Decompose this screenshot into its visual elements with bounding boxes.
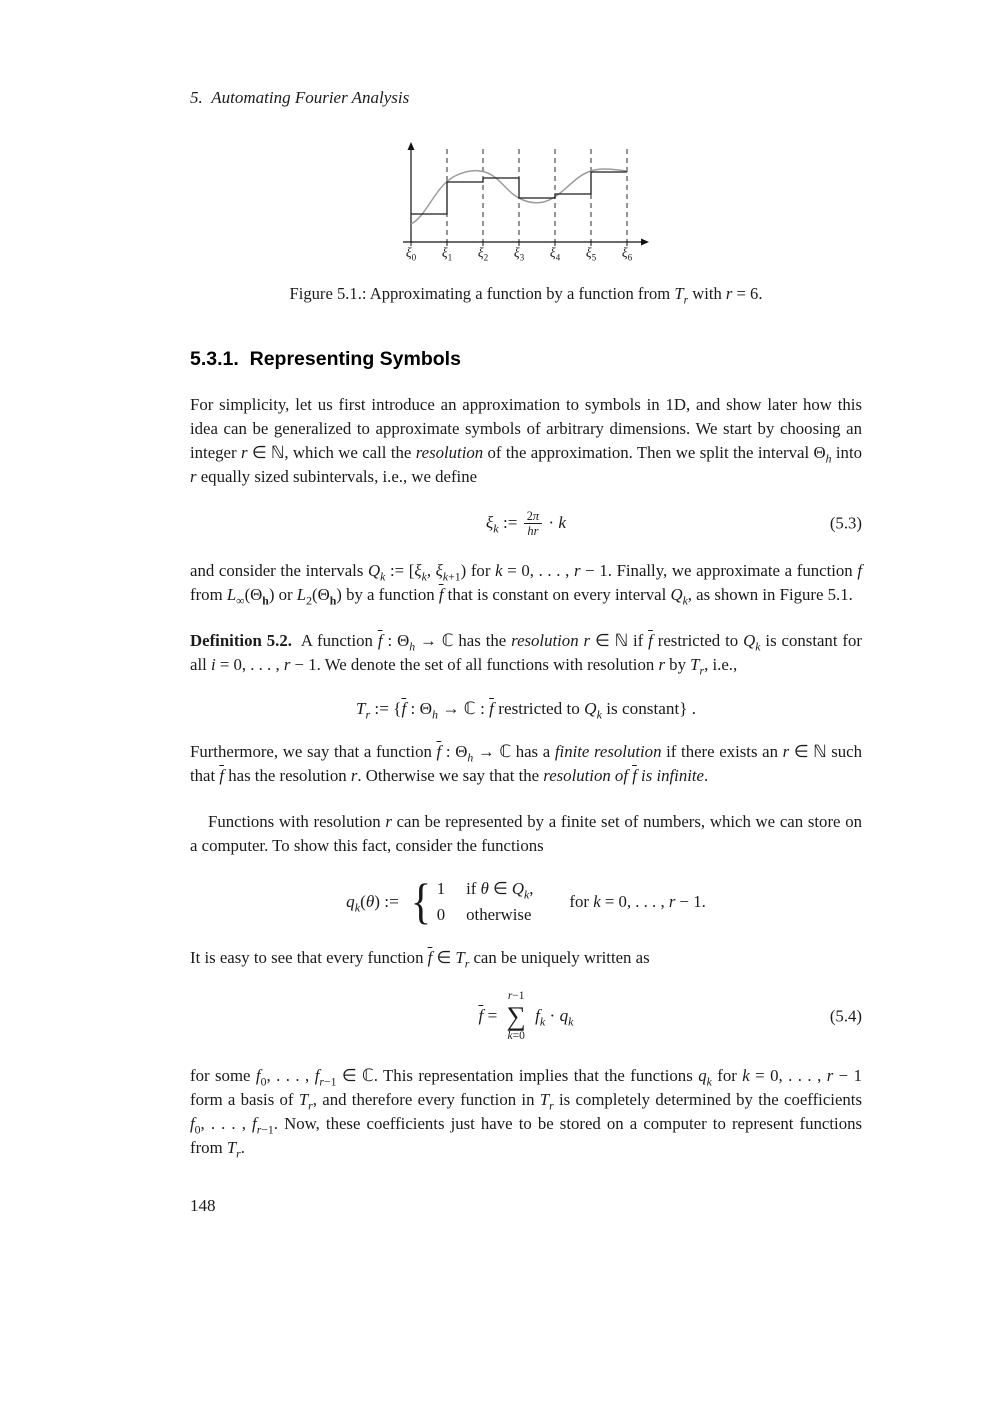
running-head: 5. Automating Fourier Analysis: [190, 88, 410, 107]
paragraph-intervals: and consider the intervals $Q_k$ := [$\xi_k$, $\xi_{k+1}$) for k = 0, . . . , r − 1. Finally, we approximate a function f from $L_\infty(\Theta_h)$ or $L_2(\Theta_h)$ by a function $\overline{f}$ that is constant on every interval $Q_k$, as shown in Figure 5.1.: [190, 560, 863, 607]
equation-5-4-lhs: $\overline{f}$ =: [478, 1005, 498, 1025]
figure-plot: [401, 142, 651, 270]
equation-5-4: [190, 990, 862, 1043]
equation-5-3: [190, 509, 862, 538]
interval-dashed-lines: [447, 149, 627, 242]
equation-tr-body: $T_r$ := {$\overline{f}$ : $\Theta_h$ → ℂ : $\overline{f}$ restricted to $Q_k$ is constant} .: [355, 698, 697, 722]
cases-lhs: $q_k(\theta)$ :=: [346, 892, 399, 915]
paragraph-unique-representation: It is easy to see that every function $\overline{f}$ ∈ $T_r$ can be uniquely written as: [190, 948, 650, 971]
page-number: 148: [190, 1196, 216, 1215]
sum-upper-limit: r−1: [507, 990, 525, 1003]
x-axis-arrow: [641, 239, 649, 246]
cases-expression: [346, 873, 706, 930]
case-row-1: 1 if θ ∈ $Q_k$,: [436, 878, 534, 902]
equation-tr-definition: [190, 697, 862, 720]
paragraph-coefficients: for some $f_0$, . . . , $f_{r-1}$ ∈ ℂ. This representation implies that the functions $q_k$ for k = 0, . . . , r − 1 form a basis of $T_r$, and therefore every function in $T_r$ is completely determined by the coefficients $f_0$, . . . , $f_{r-1}$. Now, these coefficients just have to be stored on a computer to represent functions from $T_r$.: [190, 1065, 863, 1161]
cases-rows: [437, 878, 534, 926]
function-approximation-plot: [401, 142, 651, 254]
equation-qk-cases: [190, 873, 862, 930]
axes: [403, 147, 643, 242]
cases-condition: for k = 0, . . . , r − 1.: [569, 891, 706, 911]
left-brace-icon: {: [410, 873, 431, 930]
axis-tick-label-xi4: $\xi_4$: [549, 245, 561, 263]
equation-5-4-rhs: $f_k \cdot q_k$: [535, 1005, 574, 1029]
axis-tick-label-xi1: $\xi_1$: [441, 245, 453, 263]
definition-5-2: Definition 5.2. A function $\overline{f}$ : $\Theta_h$ → ℂ has the resolution r ∈ ℕ if $\overline{f}$ restricted to $Q_k$ is constant for all i = 0, . . . , r − 1. We denote the set of all functions with resolution r by $T_r$, i.e.,: [190, 630, 862, 677]
axis-tick-label-xi6: $\xi_6$: [621, 245, 633, 263]
figure-5-1: [190, 142, 862, 307]
figure-caption: Figure 5.1.: Approximating a function by a function from $T_r$ with r = 6.: [289, 284, 763, 307]
case-row-2: 0 otherwise: [436, 904, 532, 924]
axis-tick-label-xi5: $\xi_5$: [585, 245, 597, 263]
axis-tick-label-xi3: $\xi_3$: [513, 245, 525, 263]
equation-5-3-body: $\xi_k$ := $\frac{2\pi}{hr}$ · k: [485, 509, 567, 539]
sigma-icon: ∑: [506, 1001, 526, 1032]
paragraph-intro: For simplicity, let us first introduce an approximation to symbols in 1D, and show later how this idea can be generalized to approximate symbols of arbitrary dimensions. We start by choosing an integer r ∈ ℕ, which we call the resolution of the approximation. Then we split the interval $\Theta_h$ into r equally sized subintervals, i.e., we define: [190, 395, 863, 487]
equation-5-4-number: (5.4): [829, 1006, 862, 1026]
equation-5-4-body: [478, 990, 574, 1043]
content-column: [190, 0, 862, 1160]
section-heading: 5.3.1. Representing Symbols: [190, 348, 461, 370]
axis-tick-label-xi2: $\xi_2$: [477, 245, 489, 263]
paragraph-finite-resolution: Furthermore, we say that a function $\overline{f}$ : $\Theta_h$ → ℂ has a finite resolution if there exists an r ∈ ℕ such that $\overline{f}$ has the resolution r. Otherwise we say that the resolution of $\overline{f}$ is infinite.: [190, 741, 863, 785]
summation-symbol: [507, 990, 526, 1043]
sum-lower-limit: k=0: [507, 1030, 525, 1043]
equation-5-3-number: (5.3): [829, 513, 862, 533]
y-axis-arrow: [408, 142, 415, 150]
paragraph-representation: Functions with resolution r can be represented by a finite set of numbers, which we can store on a computer. To show this fact, consider the functions: [190, 811, 862, 855]
axis-tick-label-xi0: $\xi_0$: [405, 245, 417, 263]
